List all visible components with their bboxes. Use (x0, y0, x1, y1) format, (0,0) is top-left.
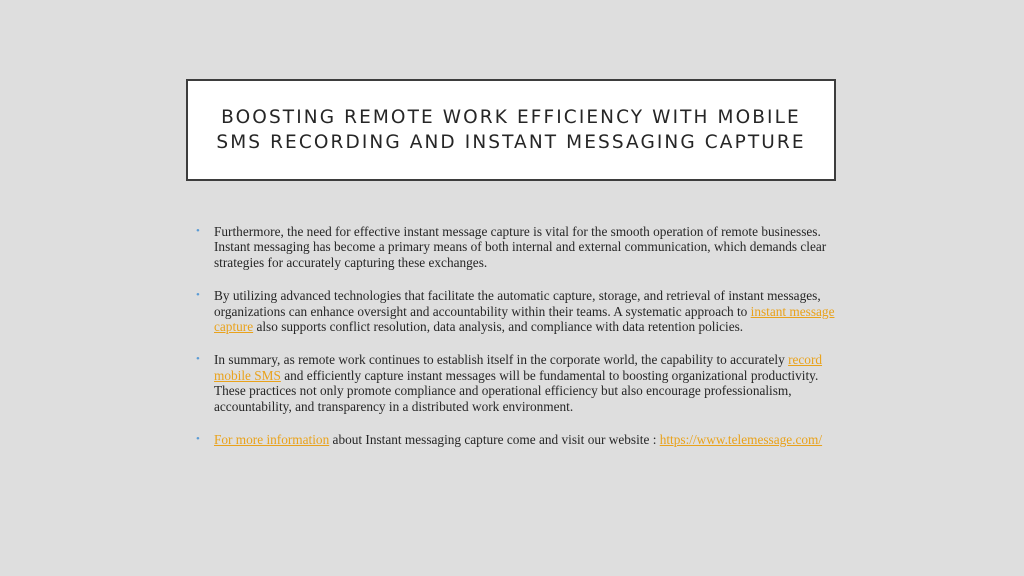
bullet-text: In summary, as remote work continues to establish itself in the corporate world, the capability to accurately (214, 352, 789, 368)
bullet-list (196, 224, 836, 447)
bullet-text: and efficiently capture instant messages will be fundamental to boosting organizational productivity. These practices not only promote compliance and operational efficiency but also encourage professionalism, accountability, and transparency in a distributed work environment. (214, 367, 819, 414)
slide-title-line-1: BOOSTING REMOTE WORK EFFICIENCY WITH MOBILE (221, 107, 801, 128)
slide-title (216, 105, 805, 155)
instant-message-capture-link[interactable]: instant message capture (214, 303, 835, 335)
bullet-dot-icon: • (196, 433, 200, 446)
bullet-text: By utilizing advanced technologies that facilitate the automatic capture, storage, and retrieval of instant messages, organizations can enhance oversight and accountability within their teams. A systematic approach to (214, 288, 821, 319)
bullet-dot-icon: • (196, 289, 200, 302)
bullet-text: Furthermore, the need for effective instant message capture is vital for the smooth operation of remote businesses. Instant messaging has become a primary means of both internal and external communication, which demands clear strategies for accurately capturing these exchanges. (214, 224, 827, 270)
bullet-text: also supports conflict resolution, data analysis, and compliance with data retention policies. (253, 319, 744, 335)
bullet-item-1 (196, 224, 836, 270)
bullet-text: about Instant messaging capture come and visit our website : (329, 432, 660, 448)
record-mobile-sms-link[interactable]: record mobile SMS (214, 352, 823, 383)
slide-title-line-2: SMS RECORDING AND INSTANT MESSAGING CAPTURE (216, 132, 806, 153)
bullet-item-4 (196, 432, 836, 447)
more-information-link[interactable]: For more information (214, 432, 330, 448)
bullet-dot-icon: • (196, 225, 200, 237)
bullet-item-3 (196, 352, 836, 414)
website-url-link[interactable]: https://www.telemessage.com/ (659, 432, 823, 448)
title-box (186, 79, 836, 181)
bullet-item-2 (196, 288, 836, 334)
bullet-dot-icon: • (196, 353, 200, 366)
